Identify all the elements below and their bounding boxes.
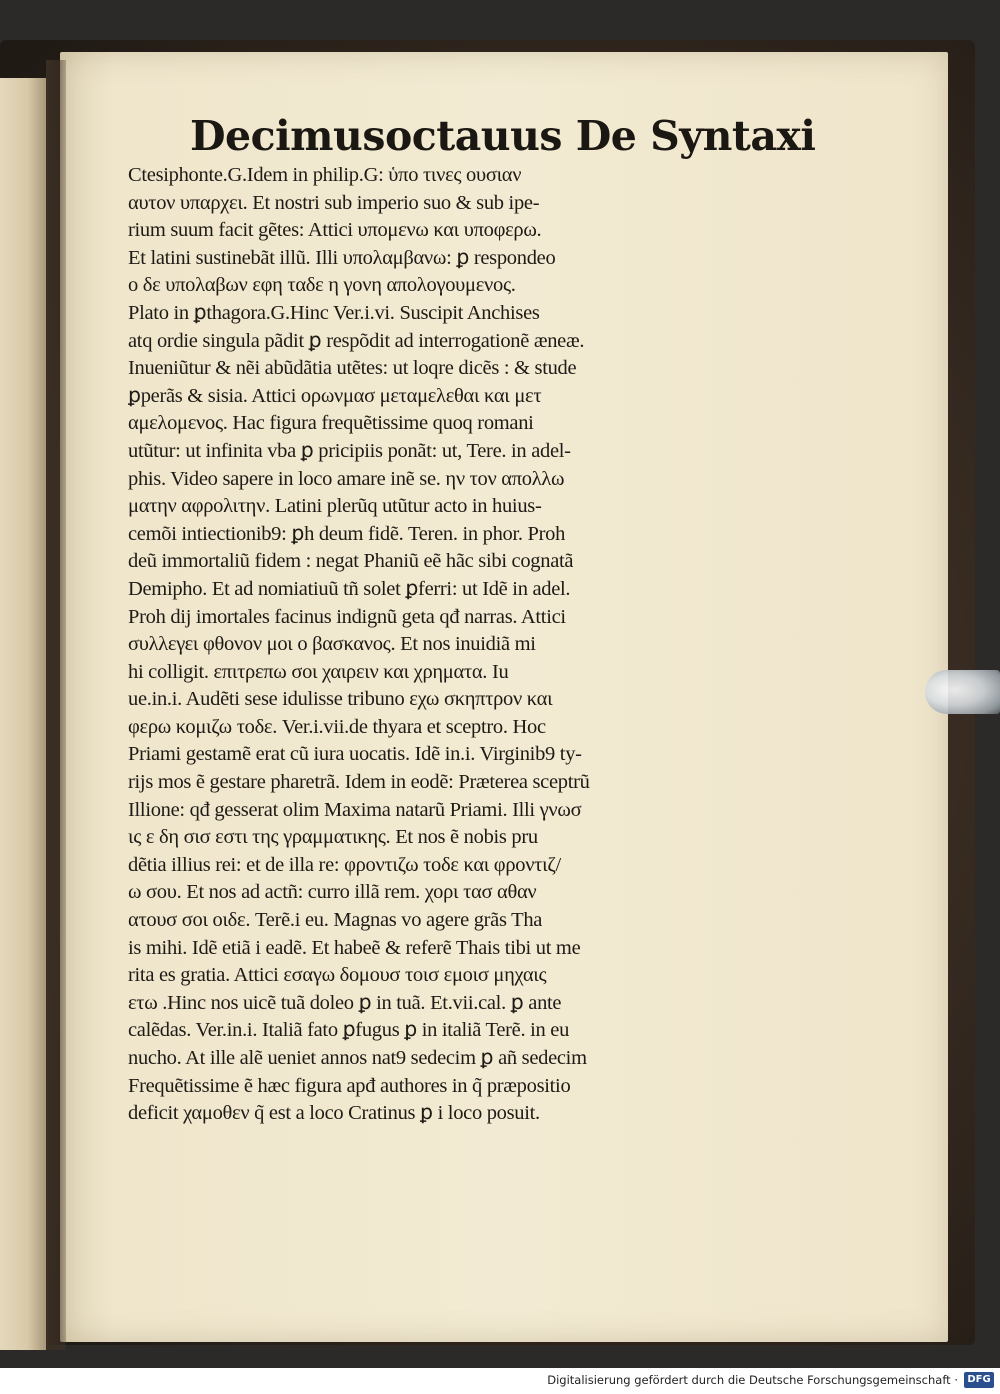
text-line: Inueniũtur & nẽi abũdãtia utẽtes: ut loqre dicẽs : & stude xyxy=(128,357,577,380)
text-line: αυτον υπαρχει. Et nostri sub imperio suo & sub ipe- xyxy=(128,191,540,214)
text-line: nucho. At ille alẽ ueniet annos nat9 sedecim ꝑ añ sedecim xyxy=(128,1047,587,1069)
text-line: Plato in ꝑthagora.G.Hinc Ver.i.vi. Suscipit Anchises xyxy=(128,301,540,324)
text-line: cemõi intiectionib9: ꝑh deum fidẽ. Teren. in phor. Proh xyxy=(128,522,566,545)
text-line: Et latini sustinebãt illũ. Illi υπολαμβανω: ꝑ respondeo xyxy=(128,246,556,269)
text-line: dẽtia illius rei: et de illa re: φροντιζω τοδε και φροντιζ/ xyxy=(128,853,561,876)
text-line: Priami gestamẽ erat cũ iura uocatis. Idẽ in.i. Virginib9 ty- xyxy=(128,743,582,766)
text-line: atq ordie singula pãdit ꝑ respõdit ad interrogationẽ æneæ. xyxy=(128,329,585,352)
text-line: calẽdas. Ver.in.i. Italiã fato ꝑfugus ꝑ in italiã Terẽ. in eu xyxy=(128,1019,570,1042)
text-line: rium suum facit gẽtes: Attici υπομενω και υποφερω. xyxy=(128,219,542,242)
text-line: rijs mos ẽ gestare pharetrã. Idem in eodẽ: Præterea sceptrũ xyxy=(128,771,590,794)
text-line: Proh dij imortales facinus indignũ geta qđ narras. Attici xyxy=(128,605,566,628)
text-line: Illione: qđ gesserat olim Maxima natarũ Priami. Illi γνωσ xyxy=(128,798,582,821)
text-line: Frequẽtissime ẽ hæc figura apđ authores in q̃ præpositio xyxy=(128,1074,571,1097)
text-line: phis. Video sapere in loco amare inẽ se. ην τον απολλω xyxy=(128,467,565,490)
text-line: Demipho. Et ad nomiatiuũ tñ solet ꝑferri: ut Idẽ in adel. xyxy=(128,577,571,600)
text-line: φερω κομιζω τοδε. Ver.i.vii.de thyara et sceptro. Hoc xyxy=(128,715,546,738)
footer-bar xyxy=(0,1368,1000,1394)
text-line: utũtur: ut infinita vba ꝑ pricipiis ponãt: ut, Tere. in adel- xyxy=(128,439,571,462)
text-line: ις ε δη σισ εστι της γραμματικης. Et nos ẽ nobis pru xyxy=(128,826,538,849)
text-line: ue.in.i. Audẽti sese idulisse tribuno εχω σκηπτρον και xyxy=(128,688,553,711)
running-heading: Decimusoctauus De Syntaxi xyxy=(190,112,816,160)
spine-shadow xyxy=(46,60,66,1350)
text-line: ꝑperãs & sisia. Attici ορωνμασ μεταμελεθαι και μετ xyxy=(128,384,542,407)
text-line: deficit χαμοθεν q̃ est a loco Cratinus ꝑ i loco posuit. xyxy=(128,1102,540,1125)
funding-credit: Digitalisierung gefördert durch die Deutsche Forschungsgemeinschaft · xyxy=(547,1373,958,1387)
text-block xyxy=(128,162,698,1128)
text-line: ατουσ σοι οιδε. Terẽ.i eu. Magnas vo agere grãs Tha xyxy=(128,909,543,932)
text-line: deũ immortaliũ fidem : negat Phaniũ eẽ hãc sibi cognatã xyxy=(128,550,574,573)
text-line: ω σου. Et nos ad actñ: curro illã rem. χορι τασ αθαν xyxy=(128,881,537,904)
facing-page-edge xyxy=(0,78,48,1350)
page-clip xyxy=(925,670,1000,714)
text-line: ο δε υπολαβων εφη ταδε η γονη απολογουμενος. xyxy=(128,274,516,297)
text-line: αμελομενος. Hac figura frequẽtissime quoq romani xyxy=(128,412,534,435)
text-line: is mihi. Idẽ etiã i eadẽ. Et habeẽ & referẽ Thais tibi ut me xyxy=(128,936,581,959)
text-line: ματην αφρολιτην. Latini plerũq utũtur acto in huius- xyxy=(128,495,542,518)
text-line: hi colligit. επιτρεπω σοι χαιρειν και χρηματα. Iu xyxy=(128,660,509,683)
text-line: Ctesiphonte.G.Idem in philip.G: ὑπο τινες ουσιαν xyxy=(128,164,522,186)
text-line: rita es gratia. Attici εσαγω δομουσ τοισ εμοισ μηχαις xyxy=(128,964,547,987)
dfg-logo: DFG xyxy=(964,1372,994,1388)
text-line: συλλεγει φθονον μοι ο βασκανος. Et nos inuidiã mi xyxy=(128,633,536,656)
text-line: ετω .Hinc nos uicẽ tuã doleo ꝑ in tuã. Et.vii.cal. ꝑ ante xyxy=(128,991,562,1014)
